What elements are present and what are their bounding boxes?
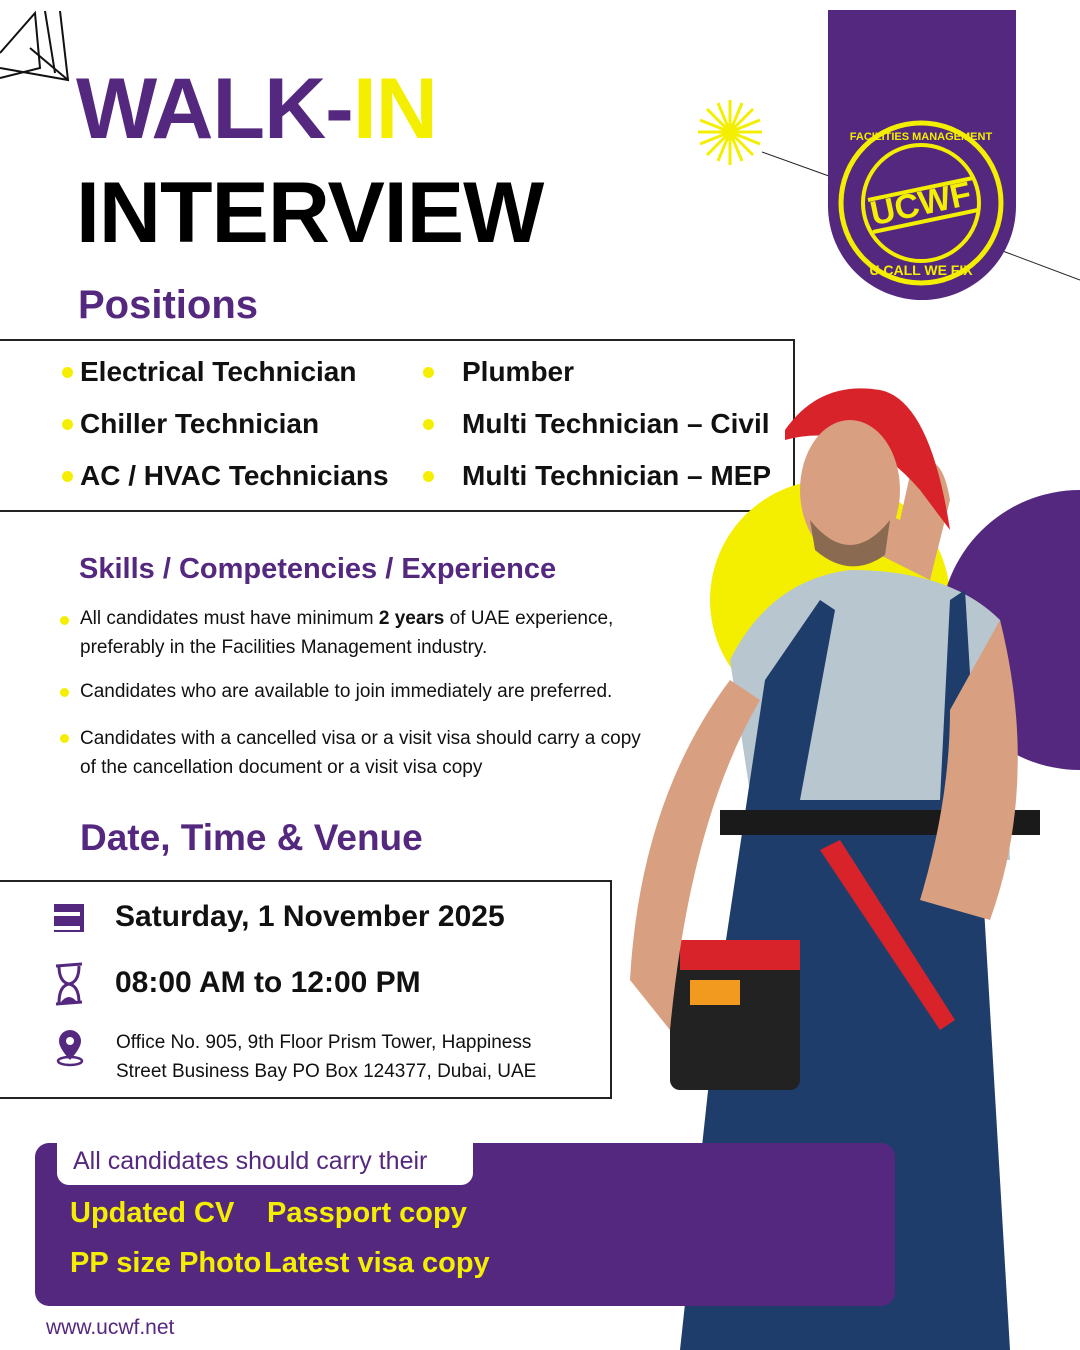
position-item: Plumber bbox=[462, 356, 575, 387]
skill-text: preferably in the Facilities Management industry. bbox=[80, 637, 488, 658]
position-item: AC / HVAC Technicians bbox=[80, 460, 389, 491]
bullet-icon bbox=[60, 616, 69, 625]
ucwf-logo bbox=[828, 10, 1016, 300]
skill-item bbox=[80, 724, 730, 782]
venue-address bbox=[116, 1028, 536, 1086]
interview-date: Saturday, 1 November 2025 bbox=[115, 900, 505, 933]
document-item: Passport copy bbox=[267, 1197, 467, 1229]
skill-text: All candidates must have minimum bbox=[80, 608, 379, 629]
svg-text:UCWF: UCWF bbox=[866, 174, 975, 234]
document-item: Updated CV bbox=[70, 1197, 235, 1229]
bullet-icon bbox=[423, 367, 434, 378]
address-line: Street Business Bay PO Box 124377, Dubai, UAE bbox=[116, 1061, 537, 1082]
logo-banner bbox=[828, 10, 1016, 300]
venue-box bbox=[0, 880, 612, 1099]
title-walk-in bbox=[76, 61, 437, 157]
document-item: PP size Photo bbox=[70, 1247, 262, 1279]
position-item: Multi Technician – Civil bbox=[462, 408, 770, 439]
positions-heading: Positions bbox=[78, 283, 259, 327]
skill-text: of UAE experience, bbox=[444, 608, 614, 629]
position-item: Chiller Technician bbox=[80, 408, 320, 439]
location-pin-icon bbox=[54, 1028, 86, 1068]
hourglass-icon bbox=[52, 962, 86, 1006]
calendar-icon bbox=[48, 900, 88, 936]
svg-text:U CALL WE FIX: U CALL WE FIX bbox=[869, 262, 973, 278]
position-item: Electrical Technician bbox=[80, 356, 357, 387]
title-interview: INTERVIEW bbox=[76, 165, 544, 261]
skills-heading: Skills / Competencies / Experience bbox=[79, 553, 557, 585]
document-item: Latest visa copy bbox=[264, 1247, 490, 1279]
bullet-icon bbox=[60, 734, 69, 743]
interview-time: 08:00 AM to 12:00 PM bbox=[115, 966, 421, 999]
skill-item bbox=[80, 604, 730, 662]
venue-heading: Date, Time & Venue bbox=[80, 817, 423, 858]
title-in: IN bbox=[352, 61, 437, 157]
svg-text:FACILITIES MANAGEMENT: FACILITIES MANAGEMENT bbox=[849, 131, 993, 143]
skill-item: Candidates who are available to join immediately are preferred. bbox=[80, 681, 613, 702]
position-item: Multi Technician – MEP bbox=[462, 460, 772, 491]
skill-text: Candidates with a cancelled visa or a visit visa should carry a copy bbox=[80, 728, 641, 749]
bullet-icon bbox=[62, 367, 73, 378]
bullet-icon bbox=[62, 471, 73, 482]
documents-heading: All candidates should carry their bbox=[57, 1143, 473, 1185]
skill-highlight: 2 years bbox=[378, 608, 445, 629]
bullet-icon bbox=[423, 471, 434, 482]
corner-lines-decoration bbox=[0, 8, 75, 88]
bullet-icon bbox=[60, 688, 69, 697]
title-walk: WALK- bbox=[76, 61, 353, 157]
skill-text: of the cancellation document or a visit visa copy bbox=[80, 757, 483, 778]
website-link[interactable]: www.ucwf.net bbox=[46, 1316, 175, 1339]
bullet-icon bbox=[62, 419, 73, 430]
bullet-icon bbox=[423, 419, 434, 430]
address-line: Office No. 905, 9th Floor Prism Tower, Happiness bbox=[116, 1032, 532, 1053]
